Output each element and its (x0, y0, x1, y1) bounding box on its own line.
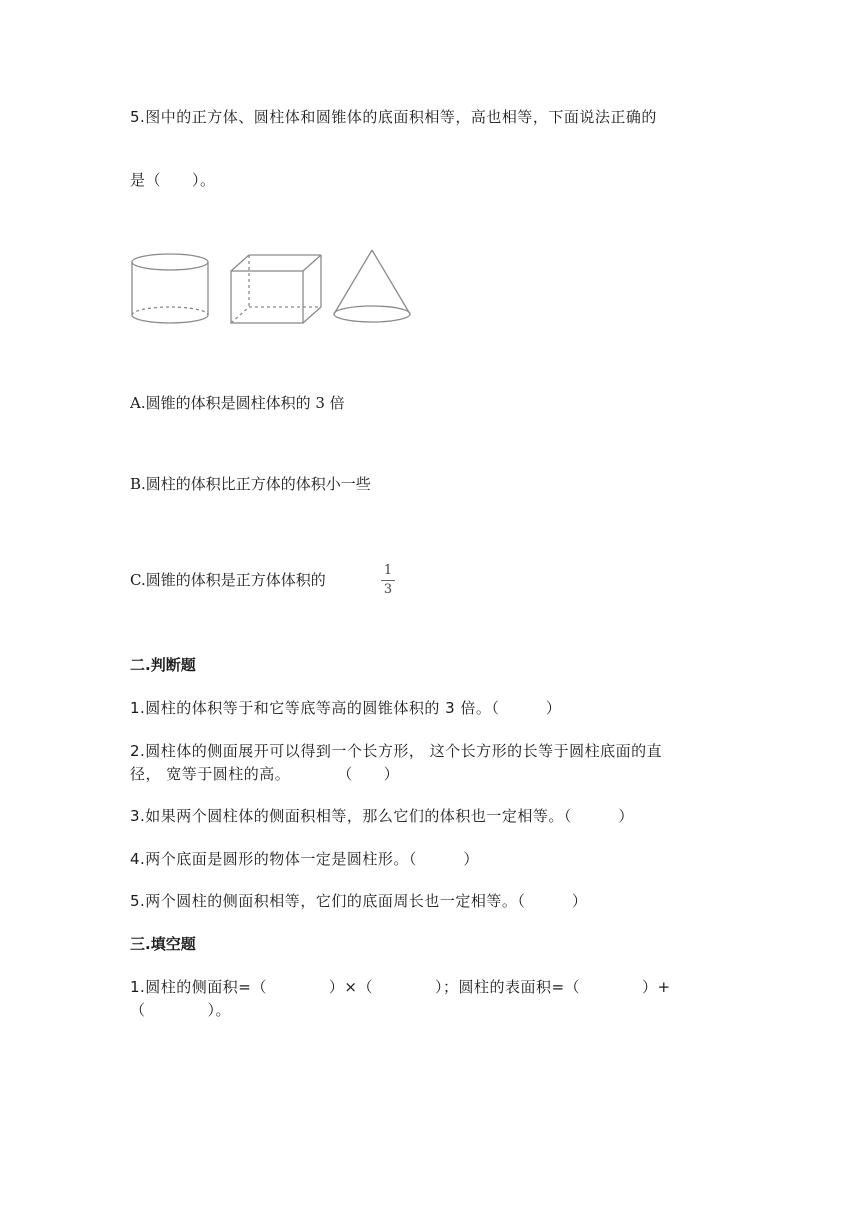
fraction-one-third (381, 563, 395, 598)
section-3-title: 三.填空题 (130, 935, 196, 953)
cube-figure (231, 255, 321, 323)
section-2-item-2-line-1: 2.圆柱体的侧面展开可以得到一个长方形， 这个长方形的长等于圆柱底面的直 (130, 742, 663, 760)
fraction-denominator: 3 (383, 582, 393, 597)
question-5-line-1: 5.图中的正方体、圆柱体和圆锥体的底面积相等，高也相等，下面说法正确的 (130, 108, 657, 126)
section-2-item-1: 1.圆柱的体积等于和它等底等高的圆锥体积的 3 倍。（ ） (130, 699, 562, 717)
section-2-item-4: 4.两个底面是圆形的物体一定是圆柱形。（ ） (130, 850, 479, 868)
cone-figure (334, 250, 410, 322)
section-3-item-1-line-1: 1.圆柱的侧面积=（ ）×（ ）；圆柱的表面积=（ ）+ (130, 978, 671, 996)
section-2-item-2-line-2: 径， 宽等于圆柱的高。 （ ） (130, 765, 400, 783)
section-2-item-5: 5.两个圆柱的侧面积相等，它们的底面周长也一定相等。（ ） (130, 892, 588, 910)
fraction-bar (381, 580, 395, 581)
fraction-numerator: 1 (383, 563, 393, 578)
question-5-line-2: 是（ ）。 (130, 171, 216, 189)
section-3-item-1-line-2: （ ）。 (130, 1001, 232, 1019)
solid-figures (125, 245, 415, 330)
option-a: A.圆锥的体积是圆柱体积的 3 倍 (130, 394, 345, 412)
section-2-item-3: 3.如果两个圆柱体的侧面积相等，那么它们的体积也一定相等。（ ） (130, 807, 634, 825)
section-2-title: 二.判断题 (130, 656, 196, 674)
cylinder-figure (132, 254, 208, 323)
option-c: C.圆锥的体积是正方体体积的 (130, 571, 326, 589)
option-b: B.圆柱的体积比正方体的体积小一些 (130, 475, 371, 493)
